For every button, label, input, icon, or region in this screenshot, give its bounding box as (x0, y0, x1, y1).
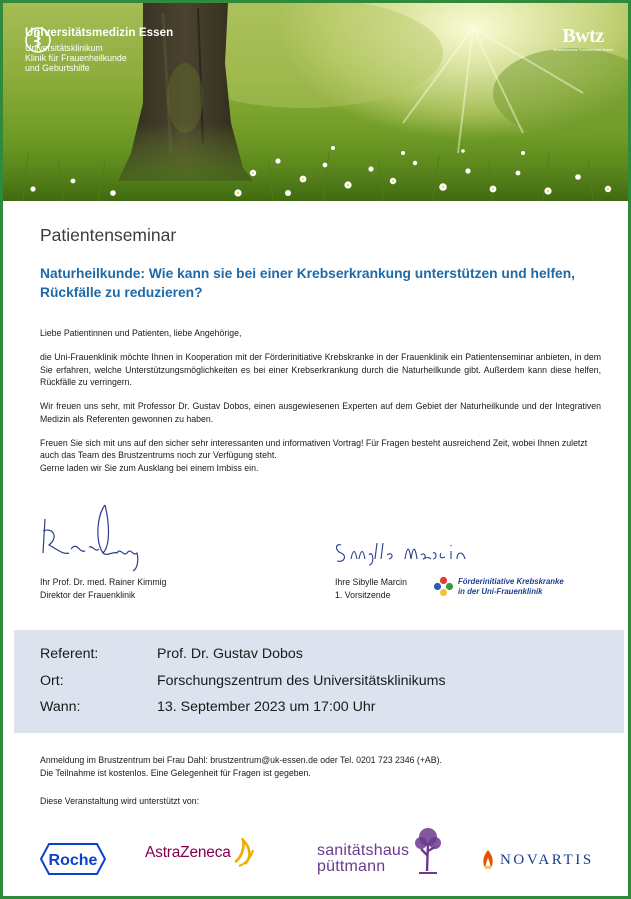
novartis-flame-icon (479, 848, 497, 872)
colored-dots-icon (433, 576, 454, 597)
wtz-logo-mark: Bwtz (562, 25, 604, 47)
roche-logo (39, 842, 107, 881)
sanitaetshaus-line2: püttmann (317, 858, 386, 875)
date-value: 13. September 2023 um 17:00 Uhr (157, 699, 376, 715)
signature-kimmig (39, 501, 149, 573)
astrazeneca-wordmark: AstraZeneca (145, 844, 231, 861)
seminar-label: Patientenseminar (40, 225, 177, 245)
signature-block-right (335, 576, 407, 601)
location-value: Forschungszentrum des Universitätsklinikums (157, 673, 446, 689)
info-row-wann (40, 699, 375, 715)
foerder-logo-line1: Förderinitiative Krebskranke (458, 577, 564, 587)
clinic-name-cont: und Geburtshilfe (25, 63, 90, 74)
support-label: Diese Veranstaltung wird unterstützt von: (40, 796, 200, 806)
astrazeneca-swirl-icon (231, 838, 257, 868)
signatory-role: Direktor der Frauenklinik (40, 589, 136, 600)
sanitaetshaus-logo (317, 825, 443, 875)
signatory-name: Ihre Sibylle Marcin (335, 577, 407, 587)
location-label: Ort: (40, 673, 64, 689)
letter-greeting: Liebe Patientinnen und Patienten, liebe Angehörige, (40, 328, 242, 338)
sanitaetshaus-line1: sanitätshaus (317, 842, 410, 859)
foerderinitiative-logo (433, 576, 564, 597)
institution-sub: Universitätsklinikum (25, 42, 103, 53)
roche-wordmark: Roche (48, 852, 98, 869)
clinic-name: Klinik für Frauenheilkunde (25, 52, 127, 63)
wtz-logo (552, 25, 614, 52)
letter-paragraph: Gerne laden wir Sie zum Ausklang bei einem Imbiss ein. (40, 462, 259, 473)
letter-paragraph: Wir freuen uns sehr, mit Professor Dr. Gustav Dobos, einen ausgewiesenen Experten auf dem Gebiet der Naturheilkunde und der Integrativen Medizin als Referenten gewonnen zu haben. (40, 401, 601, 424)
aesculapius-icon (25, 27, 51, 53)
astrazeneca-logo (145, 838, 257, 868)
institution-name: Universitätsmedizin Essen (25, 27, 174, 39)
ume-logo (25, 27, 173, 74)
info-row-referent (40, 646, 303, 662)
referent-label: Referent: (40, 646, 99, 662)
referent-value: Prof. Dr. Gustav Dobos (157, 646, 303, 662)
roche-hexagon-icon (39, 842, 107, 876)
info-row-ort (40, 673, 446, 689)
registration-line: Anmeldung im Brustzentrum bei Frau Dahl: brustzentrum@uk-essen.de oder Tel. 0201 723 2346 (+AB). (40, 755, 442, 765)
letter-paragraph: die Uni-Frauenklinik möchte Ihnen in Kooperation mit der Förderinitiative Krebskranke in der Frauenklinik ein Patientenseminar anbieten, in dem Sie erfahren, welche Unterstützungsmöglichkeiten es bei einer Krebserkrankung durch die Naturheilkunde gibt. Außerdem kann diese helfen, Rückfälle zu verringern. (40, 352, 601, 387)
event-info-box (14, 630, 624, 733)
registration-info (40, 754, 442, 780)
headline: Naturheilkunde: Wie kann sie bei einer Krebserkrankung unterstützen und helfen, Rückfälle zu reduzieren? (40, 266, 575, 300)
signatory-role: 1. Vorsitzende (335, 589, 391, 600)
letter-body (40, 327, 601, 474)
letter-paragraph: Freuen Sie sich mit uns auf den sicher sehr interessanten und informativen Vortrag! Für Fragen besteht ausreichend Zeit, wobei Ihnen zuletzt auch das Team des Brustzentrums noch zur Verfügung steht. (40, 437, 588, 460)
signatory-name: Ihr Prof. Dr. med. Rainer Kimmig (40, 577, 167, 587)
signature-marcin (333, 535, 483, 567)
header-photo (3, 3, 628, 201)
tree-icon (413, 825, 443, 875)
free-participation-line: Die Teilnahme ist kostenlos. Eine Gelegenheit für Fragen ist gegeben. (40, 768, 311, 779)
signature-block-left (40, 576, 166, 601)
date-label: Wann: (40, 699, 81, 715)
novartis-logo (479, 848, 594, 872)
foerder-logo-line2: in der Uni-Frauenklinik (458, 586, 543, 596)
wtz-logo-subtitle: Westdeutsches Tumorzentrum Essen (553, 48, 613, 52)
novartis-wordmark: NOVARTIS (500, 851, 594, 868)
